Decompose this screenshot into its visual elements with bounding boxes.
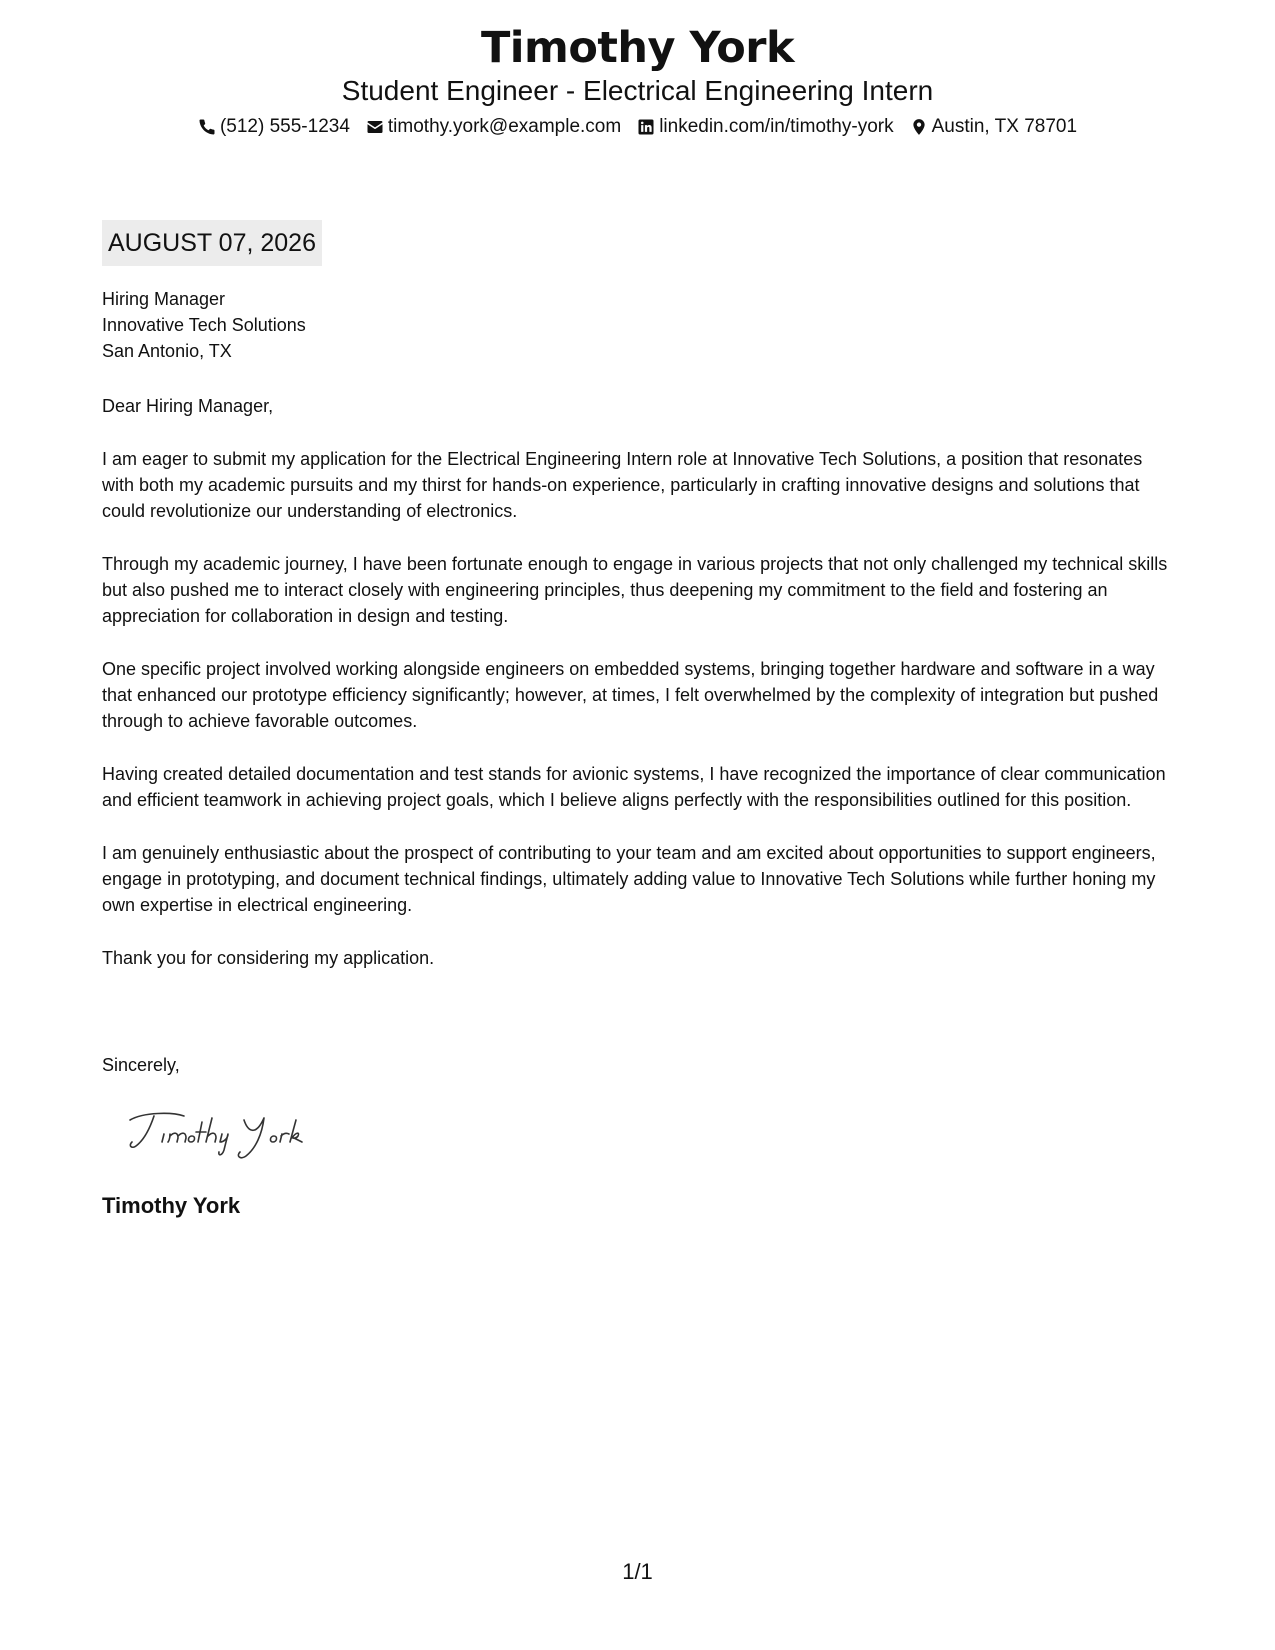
closing-line: Sincerely,	[102, 1055, 180, 1075]
salutation: Dear Hiring Manager,	[102, 396, 274, 416]
contact-email-text: timothy.york@example.com	[387, 116, 622, 137]
letter-date: AUGUST 07, 2026	[102, 220, 322, 266]
body-paragraph: Through my academic journey, I have been fortunate enough to engage in various projects that not only challenged my technical skills but also pushed me to interact closely with engineering principles, thus deepening my commitment to the field and fostering an appreciation for collaboration in design and testing.	[102, 554, 1168, 626]
recipient-location: San Antonio, TX	[102, 341, 232, 361]
envelope-icon	[366, 118, 384, 136]
letter-body	[102, 393, 1172, 998]
body-paragraph: Having created detailed documentation and test stands for avionic systems, I have recognized the importance of clear communication and efficient teamwork in achieving project goals, which I believe aligns perfectly with the responsibilities outlined for this position.	[102, 764, 1166, 810]
handwritten-signature	[124, 1104, 354, 1162]
signer-name: Timothy York	[102, 1193, 241, 1218]
contact-linkedin-text: linkedin.com/in/timothy-york	[659, 116, 894, 137]
thank-you-line: Thank you for considering my application.	[102, 948, 435, 968]
recipient-title: Hiring Manager	[102, 289, 226, 309]
recipient-company: Innovative Tech Solutions	[102, 315, 306, 335]
body-paragraph: I am genuinely enthusiastic about the prospect of contributing to your team and am excited about opportunities to support engineers, engage in prototyping, and document technical findings, ultimately adding value to Innovative Tech Solutions while further honing my own expertise in electrical engineering.	[102, 843, 1156, 915]
applicant-name: Timothy York	[480, 23, 795, 73]
phone-icon	[198, 118, 216, 136]
body-paragraph: One specific project involved working alongside engineers on embedded systems, bringing together hardware and software in a way that enhanced our prototype efficiency significantly; however, at times, I felt overwhelmed by the complexity of integration but pushed through to achieve favorable outcomes.	[102, 659, 1159, 731]
contact-linkedin[interactable]	[637, 114, 893, 140]
linkedin-icon	[637, 118, 655, 136]
location-pin-icon	[910, 118, 928, 136]
recipient-block	[102, 286, 306, 364]
page-indicator: 1/1	[622, 1559, 653, 1584]
letter-header	[0, 22, 1275, 140]
contact-location	[910, 114, 1077, 140]
body-paragraph: I am eager to submit my application for the Electrical Engineering Intern role at Innovative Tech Solutions, a position that resonates with both my academic pursuits and my thirst for hands-on experience, particularly in crafting innovative designs and solutions that could revolutionize our understanding of electronics.	[102, 449, 1143, 521]
applicant-headline: Student Engineer - Electrical Engineering Intern	[341, 75, 934, 106]
contact-location-text: Austin, TX 78701	[931, 116, 1078, 137]
contact-bar	[0, 114, 1275, 140]
contact-email[interactable]	[366, 114, 621, 140]
contact-phone	[198, 114, 350, 140]
contact-phone-text: (512) 555-1234	[219, 116, 350, 137]
